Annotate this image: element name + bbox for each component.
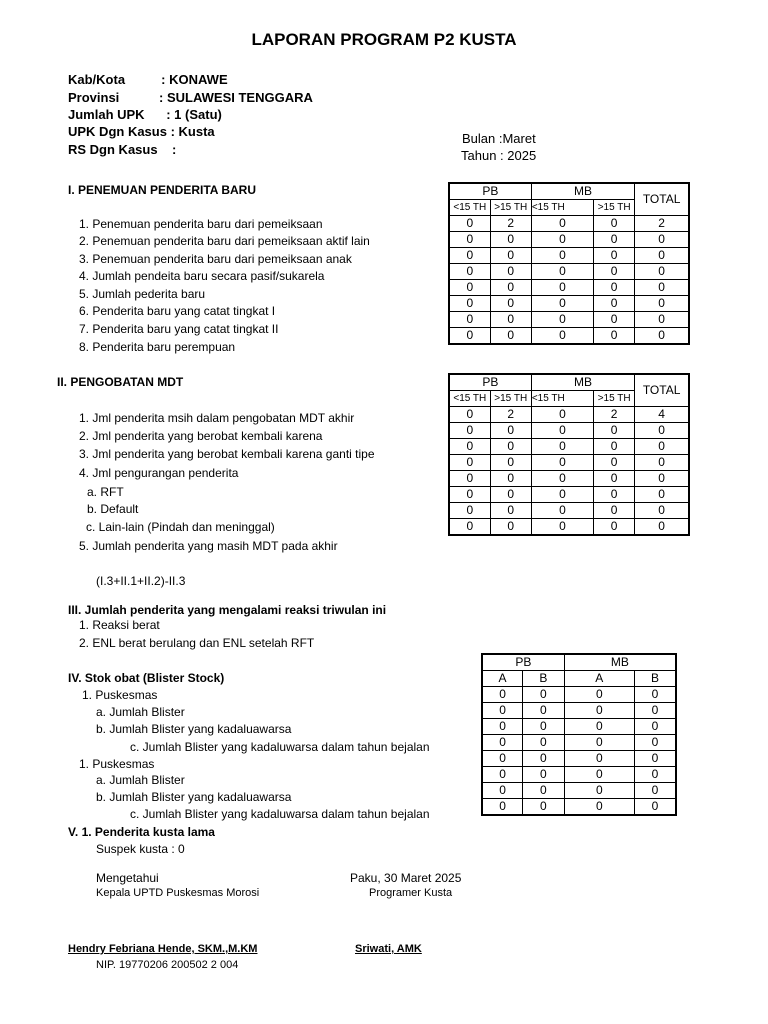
table-cell: 0 — [564, 799, 634, 816]
section1-table — [448, 182, 690, 345]
left-role: Kepala UPTD Puskesmas Morosi — [96, 887, 260, 899]
table-cell: 0 — [449, 328, 490, 345]
table-cell: 0 — [564, 703, 634, 719]
table-cell: 0 — [523, 703, 565, 719]
table-cell: 0 — [531, 503, 593, 519]
section2-item: a. RFT — [87, 485, 124, 499]
table-cell: 0 — [594, 423, 635, 439]
table-row — [449, 328, 689, 345]
table-cell: 0 — [482, 783, 523, 799]
table-cell: 0 — [490, 471, 531, 487]
table-row — [449, 519, 689, 536]
t1-sub-mb-lt15: <15 TH — [531, 200, 593, 216]
table-cell: 0 — [531, 312, 593, 328]
t2-pb-header: PB — [449, 374, 531, 391]
table-cell: 0 — [634, 767, 676, 783]
table-cell: 0 — [531, 280, 593, 296]
section4-heading: IV. Stok obat (Blister Stock) — [68, 671, 225, 685]
table-cell: 0 — [635, 487, 689, 503]
rs-kasus — [68, 142, 176, 157]
table-row — [449, 503, 689, 519]
table-cell: 0 — [449, 423, 490, 439]
table-cell: 2 — [594, 407, 635, 423]
section2-heading: II. PENGOBATAN MDT — [57, 375, 184, 389]
t2-mb-header: MB — [531, 374, 634, 391]
table-cell: 0 — [635, 328, 689, 345]
table-row — [449, 471, 689, 487]
section1-item: 8. Penderita baru perempuan — [79, 340, 236, 354]
table-cell: 0 — [490, 296, 531, 312]
mengetahui: Mengetahui — [96, 871, 159, 885]
table-cell: 0 — [634, 735, 676, 751]
table-cell: 0 — [449, 439, 490, 455]
table-cell: 0 — [449, 487, 490, 503]
table-cell: 0 — [490, 423, 531, 439]
table-cell: 2 — [490, 216, 531, 232]
table-cell: 0 — [449, 232, 490, 248]
t4-sub-pb-b: B — [523, 671, 565, 687]
table-cell: 0 — [594, 328, 635, 345]
table-cell: 0 — [449, 312, 490, 328]
table-cell: 0 — [523, 767, 565, 783]
t2-sub-mb-gt15: >15 TH — [594, 391, 635, 407]
t4-sub-mb-b: B — [634, 671, 676, 687]
section4-item: b. Jumlah Blister yang kadaluawarsa — [96, 790, 292, 804]
table-cell: 0 — [531, 471, 593, 487]
table-row — [449, 280, 689, 296]
table-cell: 0 — [594, 439, 635, 455]
table-cell: 0 — [594, 312, 635, 328]
tahun: Tahun : 2025 — [461, 148, 537, 163]
table-row — [482, 751, 676, 767]
table-cell: 0 — [490, 487, 531, 503]
table-cell: 0 — [564, 767, 634, 783]
t4-mb-header: MB — [564, 654, 676, 671]
rs-kasus-text: RS Dgn Kasus : — [68, 142, 177, 157]
section2-item: c. Lain-lain (Pindah dan meninggal) — [86, 520, 275, 534]
table-cell: 0 — [531, 423, 593, 439]
table-cell: 0 — [523, 719, 565, 735]
table-cell: 0 — [634, 751, 676, 767]
table-row — [449, 248, 689, 264]
section2-item: 1. Jml penderita msih dalam pengobatan MDT akhir — [79, 411, 355, 425]
table-row — [449, 232, 689, 248]
table-cell: 0 — [635, 471, 689, 487]
table-cell: 0 — [564, 687, 634, 703]
table-cell: 0 — [635, 248, 689, 264]
table-cell: 0 — [482, 799, 523, 816]
table-cell: 0 — [564, 751, 634, 767]
table-cell: 0 — [531, 296, 593, 312]
table-cell: 0 — [449, 264, 490, 280]
table-cell: 0 — [482, 703, 523, 719]
section2-item: b. Default — [87, 502, 139, 516]
table-cell: 0 — [594, 455, 635, 471]
table-row — [449, 407, 689, 423]
table-cell: 0 — [635, 232, 689, 248]
table-cell: 0 — [523, 783, 565, 799]
table-cell: 0 — [490, 312, 531, 328]
table-cell: 0 — [482, 735, 523, 751]
table-cell: 0 — [564, 735, 634, 751]
table-cell: 0 — [449, 407, 490, 423]
table-cell: 0 — [635, 455, 689, 471]
table-row — [449, 455, 689, 471]
section1-item: 1. Penemuan penderita baru dari pemeiksaan — [79, 217, 323, 231]
table-cell: 0 — [482, 751, 523, 767]
t1-sub-mb-gt15: >15 TH — [594, 200, 635, 216]
table-row — [449, 264, 689, 280]
table-cell: 0 — [523, 735, 565, 751]
table-cell: 0 — [594, 232, 635, 248]
section2-item: 3. Jml penderita yang berobat kembali karena ganti tipe — [79, 447, 375, 461]
table-cell: 0 — [449, 248, 490, 264]
section2-item: 4. Jml pengurangan penderita — [79, 466, 239, 480]
upk-kasus — [68, 124, 215, 139]
section1-item: 6. Penderita baru yang catat tingkat I — [79, 304, 276, 318]
table-cell: 0 — [482, 719, 523, 735]
table-cell: 0 — [594, 519, 635, 536]
table-cell: 0 — [449, 455, 490, 471]
section4-table — [481, 653, 677, 816]
section4-item: 1. Puskesmas — [79, 757, 155, 771]
t2-total-header: TOTAL — [635, 374, 689, 407]
table-cell: 0 — [635, 423, 689, 439]
right-role: Programer Kusta — [369, 887, 453, 899]
table-cell: 0 — [594, 216, 635, 232]
left-signer-name: Hendry Febriana Hende, SKM.,M.KM — [68, 943, 258, 955]
table-cell: 0 — [523, 751, 565, 767]
kab-kota-text: Kab/Kota : KONAWE — [68, 72, 228, 87]
t4-sub-mb-a: A — [564, 671, 634, 687]
table-cell: 0 — [490, 519, 531, 536]
jumlah-upk-text: Jumlah UPK : 1 (Satu) — [68, 107, 222, 122]
table-cell: 0 — [594, 471, 635, 487]
table-cell: 0 — [449, 503, 490, 519]
table-cell: 0 — [531, 248, 593, 264]
table-cell: 0 — [449, 471, 490, 487]
upk-kasus-text: UPK Dgn Kasus : Kusta — [68, 124, 215, 139]
table-row — [449, 296, 689, 312]
table-cell: 0 — [594, 296, 635, 312]
table-cell: 0 — [531, 216, 593, 232]
t1-sub-pb-lt15: <15 TH — [449, 200, 490, 216]
table-cell: 0 — [531, 264, 593, 280]
table-cell: 0 — [490, 439, 531, 455]
table-cell: 0 — [634, 783, 676, 799]
table-cell: 0 — [482, 767, 523, 783]
t1-mb-header: MB — [531, 183, 634, 200]
table-cell: 0 — [564, 783, 634, 799]
table-cell: 0 — [531, 487, 593, 503]
table-cell: 0 — [449, 296, 490, 312]
table-cell: 0 — [449, 216, 490, 232]
table-cell: 0 — [490, 232, 531, 248]
section1-item: 3. Penemuan penderita baru dari pemeiksaan anak — [79, 252, 352, 266]
report-title: LAPORAN PROGRAM P2 KUSTA — [251, 30, 517, 49]
t4-pb-header: PB — [482, 654, 564, 671]
table-cell: 0 — [594, 487, 635, 503]
table-cell: 0 — [482, 687, 523, 703]
table-cell: 0 — [635, 519, 689, 536]
section2-formula: (I.3+II.1+II.2)-II.3 — [96, 574, 186, 588]
t2-sub-mb-lt15: <15 TH — [531, 391, 593, 407]
table-cell: 0 — [490, 455, 531, 471]
table-cell: 0 — [635, 296, 689, 312]
table-cell: 0 — [523, 687, 565, 703]
t1-sub-pb-gt15: >15 TH — [490, 200, 531, 216]
table-cell: 0 — [490, 248, 531, 264]
section2-item: 2. Jml penderita yang berobat kembali karena — [79, 429, 323, 443]
table-row — [482, 703, 676, 719]
table-cell: 0 — [634, 799, 676, 816]
table-cell: 0 — [523, 799, 565, 816]
table-row — [482, 799, 676, 816]
section4-item: a. Jumlah Blister — [96, 773, 185, 787]
right-signer-name: Sriwati, AMK — [355, 943, 422, 955]
table-cell: 0 — [531, 519, 593, 536]
table-cell: 0 — [594, 280, 635, 296]
section4-item: b. Jumlah Blister yang kadaluawarsa — [96, 722, 292, 736]
table-row — [449, 439, 689, 455]
table-cell: 0 — [594, 503, 635, 519]
table-cell: 2 — [635, 216, 689, 232]
table-cell: 0 — [531, 232, 593, 248]
table-cell: 0 — [634, 719, 676, 735]
place-date: Paku, 30 Maret 2025 — [350, 871, 462, 885]
table-cell: 0 — [635, 264, 689, 280]
table-row — [482, 687, 676, 703]
table-cell: 0 — [449, 280, 490, 296]
table-cell: 0 — [635, 280, 689, 296]
table-row — [482, 783, 676, 799]
table-cell: 0 — [490, 503, 531, 519]
table-row — [449, 216, 689, 232]
table-cell: 0 — [531, 439, 593, 455]
section4-item: a. Jumlah Blister — [96, 705, 185, 719]
t2-sub-pb-gt15: >15 TH — [490, 391, 531, 407]
table-cell: 0 — [634, 703, 676, 719]
t1-total-header: TOTAL — [635, 183, 689, 216]
table-row — [449, 487, 689, 503]
table-cell: 0 — [490, 280, 531, 296]
table-cell: 0 — [490, 328, 531, 345]
provinsi — [68, 90, 313, 105]
table-cell: 0 — [634, 687, 676, 703]
table-cell: 0 — [490, 264, 531, 280]
table-row — [482, 767, 676, 783]
section5-heading: V. 1. Penderita kusta lama — [68, 825, 215, 839]
section1-item: 4. Jumlah pendeita baru secara pasif/sukarela — [79, 269, 325, 283]
section3-heading: III. Jumlah penderita yang mengalami reaksi triwulan ini — [68, 603, 387, 617]
suspek-kusta: Suspek kusta : 0 — [96, 842, 185, 856]
table-cell: 0 — [531, 407, 593, 423]
bulan: Bulan :Maret — [462, 131, 536, 146]
table-cell: 0 — [594, 248, 635, 264]
jumlah-upk — [68, 107, 222, 122]
kab-kota — [68, 72, 228, 87]
table-cell: 0 — [531, 455, 593, 471]
table-cell: 0 — [635, 312, 689, 328]
provinsi-text: Provinsi : SULAWESI TENGGARA — [68, 90, 313, 105]
table-row — [449, 312, 689, 328]
section1-item: 7. Penderita baru yang catat tingkat II — [79, 322, 279, 336]
table-cell: 0 — [564, 719, 634, 735]
section4-item: 1. Puskesmas — [82, 688, 158, 702]
table-cell: 0 — [531, 328, 593, 345]
section4-item: c. Jumlah Blister yang kadaluwarsa dalam tahun bejalan — [130, 807, 430, 821]
section2-item: 5. Jumlah penderita yang masih MDT pada akhir — [79, 539, 338, 553]
left-signer-nip: NIP. 19770206 200502 2 004 — [96, 959, 239, 971]
section1-item: 5. Jumlah pederita baru — [79, 287, 206, 301]
section3-item-1: 1. Reaksi berat — [79, 618, 160, 632]
t1-pb-header: PB — [449, 183, 531, 200]
table-row — [482, 735, 676, 751]
section4-item: c. Jumlah Blister yang kadaluwarsa dalam tahun bejalan — [130, 740, 430, 754]
t4-sub-pb-a: A — [482, 671, 523, 687]
section3-item-2: 2. ENL berat berulang dan ENL setelah RFT — [79, 636, 315, 650]
table-row — [482, 719, 676, 735]
table-cell: 4 — [635, 407, 689, 423]
section1-item: 2. Penemuan penderita baru dari pemeiksaan aktif lain — [79, 234, 370, 248]
table-cell: 2 — [490, 407, 531, 423]
table-row — [449, 423, 689, 439]
table-cell: 0 — [449, 519, 490, 536]
t2-sub-pb-lt15: <15 TH — [449, 391, 490, 407]
table-cell: 0 — [594, 264, 635, 280]
table-cell: 0 — [635, 439, 689, 455]
section1-heading: I. PENEMUAN PENDERITA BARU — [68, 183, 257, 197]
section2-table — [448, 373, 690, 536]
table-cell: 0 — [635, 503, 689, 519]
